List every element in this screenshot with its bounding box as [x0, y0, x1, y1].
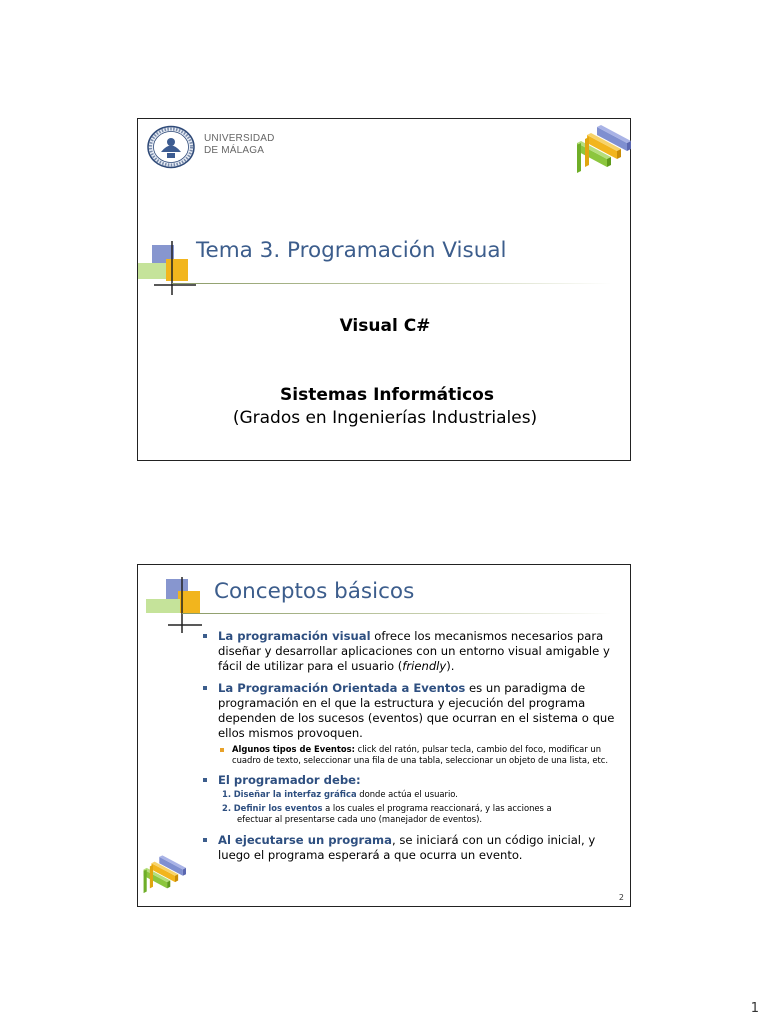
step-lead: Diseñar la interfaz gráfica: [233, 789, 357, 799]
step-text: efectuar al presentarse cada uno (manejador de eventos).: [237, 814, 483, 824]
bullet-text: ofrece los mecanismos necesarios para diseñar y desarrollar aplicaciones con un entorno visual amigable y fácil de utilizar para el usuario (: [218, 629, 610, 673]
sub-bullet-icon: [220, 748, 224, 752]
bars-logo-icon: [142, 855, 186, 895]
step-lead: Definir los eventos: [233, 803, 323, 813]
step-number: 1.: [222, 789, 232, 799]
bullet-lead: La programación visual: [218, 629, 371, 643]
bullet-lead: El programador debe:: [218, 773, 361, 787]
title-slide: [137, 118, 631, 461]
university-line1: UNIVERSIDAD: [204, 133, 275, 144]
slide-title: Conceptos básicos: [214, 579, 415, 604]
bullet-text: es un paradigma de programación en el que la estructura y ejecución del programa dependen de los sucesos (eventos) que ocurran en el sistema o que ellos mismos provoquen.: [218, 681, 615, 740]
numbered-item: [218, 789, 618, 800]
step-text: a los cuales el programa reaccionará, y las acciones a: [322, 803, 552, 813]
bullet-lead: La Programación Orientada a Eventos: [218, 681, 466, 695]
step-text: donde actúa el usuario.: [356, 789, 458, 799]
list-item: [202, 629, 618, 674]
slide-number: 2: [618, 893, 624, 902]
university-line2: DE MÁLAGA: [204, 145, 265, 156]
list-item: [202, 681, 618, 766]
content-slide: [137, 564, 631, 907]
bullet-text: ).: [446, 659, 455, 673]
bullet-icon: [203, 634, 207, 638]
degree-name: (Grados en Ingenierías Industriales): [232, 408, 538, 428]
numbered-item: [218, 803, 618, 825]
slide-title: Tema 3. Programación Visual: [196, 238, 507, 263]
bullet-lead: Al ejecutarse un programa: [218, 833, 392, 847]
bullet-list: [202, 629, 618, 870]
step-number: 2.: [222, 803, 232, 813]
bullet-text: , se iniciará con un código inicial, y luego el programa esperará a que ocurra un evento.: [218, 833, 596, 862]
sub-bullet-text: click del ratón, pulsar tecla, cambio del foco, modificar un cuadro de texto, seleccionar una fila de una tabla, seleccionar un objeto de una lista, etc.: [232, 744, 609, 765]
title-decoration-icon: [138, 575, 202, 635]
sub-bullet-lead: Algunos tipos de Eventos:: [232, 744, 355, 754]
bullet-icon: [203, 778, 207, 782]
university-seal-icon: [146, 125, 196, 169]
subtitle: Visual C#: [339, 316, 431, 336]
bullet-icon: [203, 686, 207, 690]
bullet-icon: [203, 838, 207, 842]
course-name: Sistemas Informáticos: [280, 385, 494, 405]
title-underline: [172, 283, 612, 284]
university-name: [204, 133, 275, 157]
sub-list-item: [218, 744, 618, 766]
list-item: [202, 773, 618, 825]
list-item: [202, 833, 618, 863]
page-number: 1: [750, 1001, 759, 1016]
title-underline: [182, 613, 612, 614]
bullet-italic: friendly: [402, 659, 447, 673]
bars-logo-icon: [575, 125, 631, 175]
title-decoration-icon: [138, 237, 198, 299]
